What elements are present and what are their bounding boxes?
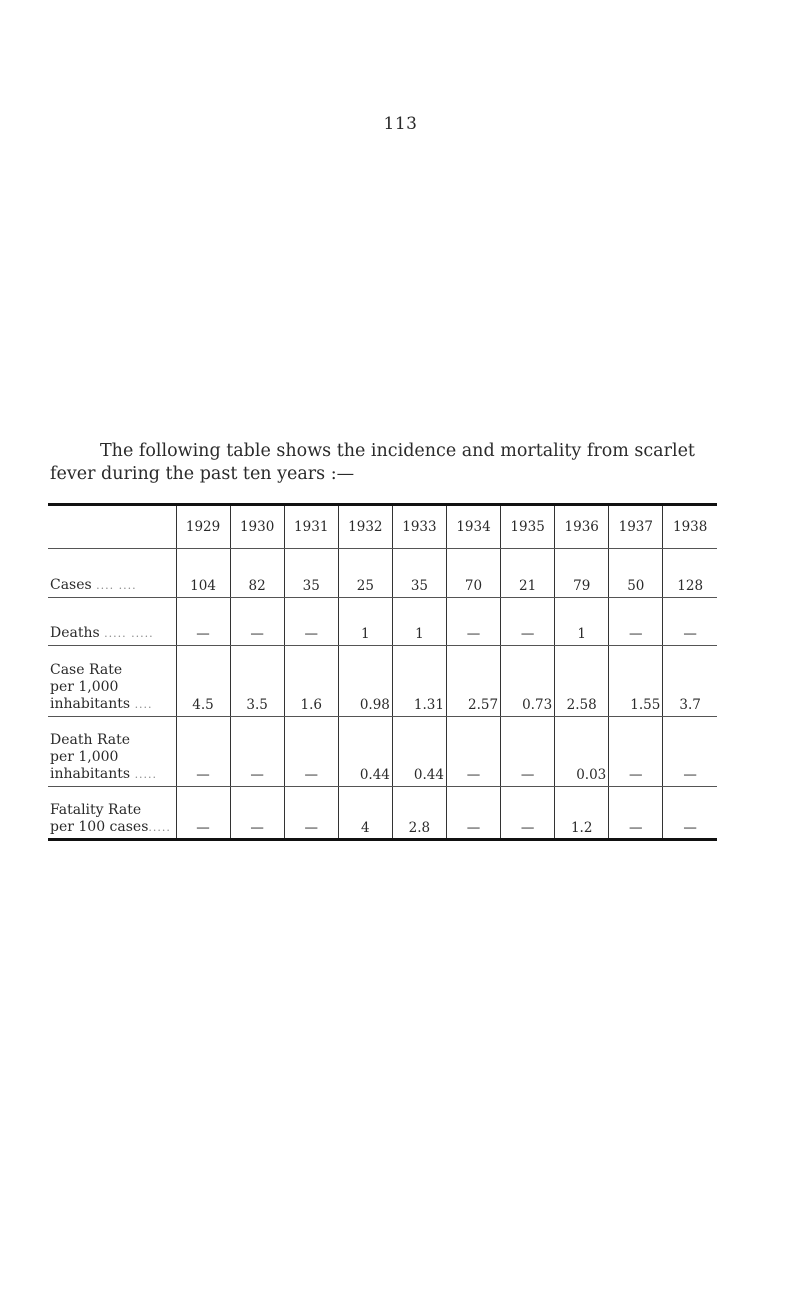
row-label [48,787,176,840]
table-cell: — [663,598,717,646]
year-header: 1934 [446,505,500,549]
leader-dots: ..... [148,821,171,834]
scarlet-fever-table [48,503,717,841]
table-cell: — [609,717,663,787]
table-cell: — [663,787,717,840]
table-cell: 1.31 [392,646,446,717]
table-row-fatality-rate [48,787,717,840]
year-header: 1932 [338,505,392,549]
table-cell: 1.2 [555,787,609,840]
row-label [48,598,176,646]
year-header: 1936 [555,505,609,549]
table-cell: — [176,598,230,646]
table-cell: 2.8 [392,787,446,840]
table-cell: 4.5 [176,646,230,717]
table-cell: 2.58 [555,646,609,717]
table-cell: 35 [392,549,446,598]
row-label-line: per 100 cases [50,819,149,835]
intro-line-2: fever during the past ten years :— [50,464,355,484]
table-cell: — [230,717,284,787]
table-cell: 82 [230,549,284,598]
row-label [48,549,176,598]
leader-dots: ..... ..... [104,627,154,640]
table-cell: 79 [555,549,609,598]
table-cell: — [176,717,230,787]
row-label-line: Fatality Rate [50,802,142,818]
table-cell: 0.44 [392,717,446,787]
row-label-line: inhabitants [50,696,131,712]
year-header: 1933 [392,505,446,549]
table-cell: 1.55 [609,646,663,717]
header-row [48,505,717,549]
table-cell: — [609,787,663,840]
row-label-line: per 1,000 [50,679,119,695]
table-cell: 0.44 [338,717,392,787]
table-cell: 104 [176,549,230,598]
table-cell: 0.98 [338,646,392,717]
row-label-line: Deaths [50,625,100,641]
table-row-cases [48,549,717,598]
table-cell: 35 [284,549,338,598]
table-cell: 0.03 [555,717,609,787]
table-row-deaths [48,598,717,646]
table-cell: — [284,598,338,646]
table-cell: — [284,717,338,787]
row-label-line: Cases [50,577,92,593]
table-cell: 1 [338,598,392,646]
table-cell: — [230,787,284,840]
table-cell: 2.57 [446,646,500,717]
row-label-line: inhabitants [50,766,131,782]
table-cell: — [176,787,230,840]
row-label [48,717,176,787]
table-cell: — [446,598,500,646]
table-cell: — [284,787,338,840]
table-cell: — [446,787,500,840]
table-cell: — [501,598,555,646]
table-cell: — [446,717,500,787]
table-cell: 25 [338,549,392,598]
table-row-case-rate [48,646,717,717]
row-label-line: Death Rate [50,732,131,748]
row-label [48,646,176,717]
table-cell: — [501,787,555,840]
intro-paragraph [50,440,755,486]
table-cell: 3.7 [663,646,717,717]
table-cell: 1 [392,598,446,646]
table-cell: 128 [663,549,717,598]
year-header: 1938 [663,505,717,549]
year-header: 1930 [230,505,284,549]
table-row-death-rate [48,717,717,787]
table-cell: 1 [555,598,609,646]
row-label-line: per 1,000 [50,749,119,765]
table-cell: 1.6 [284,646,338,717]
intro-line-1: The following table shows the incidence and mortality from scarlet [100,441,695,461]
table-cell: 50 [609,549,663,598]
table-cell: — [501,717,555,787]
table-cell: 21 [501,549,555,598]
table-cell: — [609,598,663,646]
leader-dots: .... [134,698,153,711]
leader-dots: ..... [134,768,158,781]
leader-dots: .... .... [96,579,137,592]
year-header: 1937 [609,505,663,549]
year-header: 1931 [284,505,338,549]
row-label-line: Case Rate [50,662,123,678]
year-header: 1929 [176,505,230,549]
table-cell: 70 [446,549,500,598]
year-header: 1935 [501,505,555,549]
table-cell: 3.5 [230,646,284,717]
table-cell: — [230,598,284,646]
header-label-cell [48,505,176,549]
table-cell: 4 [338,787,392,840]
table-cell: — [663,717,717,787]
page-number: 113 [383,114,418,134]
table-cell: 0.73 [501,646,555,717]
